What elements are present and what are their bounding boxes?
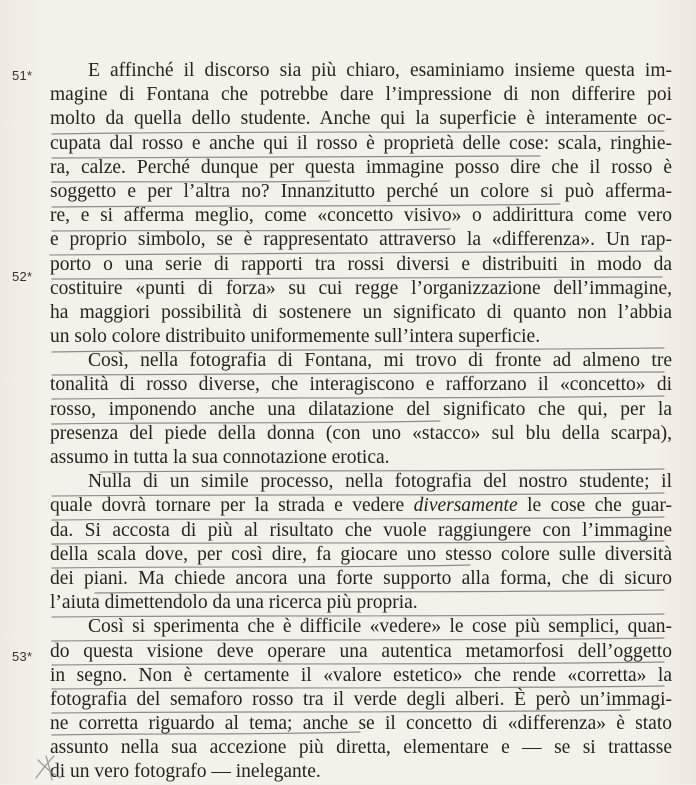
text-line: della scala dove, per così dire, fa giocare uno stesso colore sulle diversità: [50, 543, 672, 565]
text-line: re, e si afferma meglio, come «concetto visivo» o addirittura come vero: [50, 205, 672, 227]
text-line: Così, nella fotografia di Fontana, mi trovo di fronte ad almeno tre: [88, 350, 672, 372]
text-line: E affinché il discorso sia più chiaro, esaminiamo insieme questa im-: [88, 60, 672, 81]
margin-note-53: 53*: [12, 649, 33, 664]
text-line: costituire «punti di forza» su cui regge l’organizzazione dell’immagine,: [50, 277, 672, 299]
text-line: l’aiuta dimettendolo da una ricerca più propria.: [50, 592, 418, 614]
text-line: rosso, imponendo anche una dilatazione del significato che qui, per la: [50, 398, 672, 420]
text-line: dei piani. Ma chiede ancora una forte supporto alla forma, che di sicuro: [50, 567, 672, 589]
text-line: assunto nella sua accezione più diretta, elementare e — se si trattasse: [50, 737, 672, 759]
pencil-scribble: [32, 752, 68, 782]
text-line: da. Si accosta di più al risultato che vuole raggiungere con l’immagine: [50, 519, 672, 541]
italic-word: diversamente: [413, 495, 518, 517]
text-line: cupata dal rosso e anche qui il rosso è proprietà delle cose: scala, ringhie-: [50, 132, 672, 154]
text-segment: le cose che guar-: [517, 495, 672, 517]
margin-note-51: 51*: [12, 68, 33, 83]
text-line: un solo colore distribuito uniformemente sull’intera superficie.: [50, 326, 541, 348]
text-line: ne corretta riguardo al tema; anche se il concetto di «differenza» è stato: [50, 713, 672, 735]
text-line: porto o una serie di rapporti tra rossi diversi e distribuiti in modo da: [50, 253, 672, 275]
text-line: molto da quella dello studente. Anche qui la superficie è interamente oc-: [50, 108, 672, 130]
paragraph-4: [50, 615, 672, 784]
paragraph-1: [50, 59, 672, 349]
text-line: ra, calze. Perché dunque per questa immagine posso dire che il rosso è: [50, 156, 672, 178]
text-line: in segno. Non è certamente il «valore estetico» che rende «corretta» la: [50, 664, 672, 686]
text-line: tonalità di rosso diverse, che interagiscono e rafforzano il «concetto» di: [50, 374, 672, 396]
margin-note-52: 52*: [12, 269, 33, 284]
text-line: do questa visione deve operare una autentica metamorfosi dell’oggetto: [50, 640, 672, 662]
text-line: assumo in tutta la sua connotazione erotica.: [50, 447, 390, 468]
text-segment: quale dovrà tornare per la strada e vedere: [50, 495, 414, 517]
text-line: magine di Fontana che potrebbe dare l’impressione di non differire poi: [50, 84, 672, 106]
paragraph-2: [50, 349, 672, 470]
paragraph-3: [50, 470, 672, 615]
text-line: ha maggiori possibilità di sostenere un significato di quanto non l’abbia: [50, 301, 672, 323]
body-text: [50, 59, 672, 785]
text-line: di un vero fotografo — inelegante.: [50, 761, 321, 783]
text-line: soggetto e per l’altra no? Innanzitutto perché un colore si può afferma-: [50, 180, 672, 202]
text-line: Nulla di un simile processo, nella fotografia del nostro studente; il: [88, 471, 672, 493]
text-line: presenza del piede della donna (con uno «stacco» sul blu della scarpa),: [50, 422, 672, 444]
text-line: Così si sperimenta che è difficile «vedere» le cose più semplici, quan-: [88, 616, 672, 638]
text-line: e proprio simbolo, se è rappresentato attraverso la «differenza». Un rap-: [50, 229, 672, 251]
text-line: fotografia del semaforo rosso tra il verde degli alberi. È però un’immagi-: [50, 688, 672, 710]
text-line-with-italic: [50, 494, 672, 518]
